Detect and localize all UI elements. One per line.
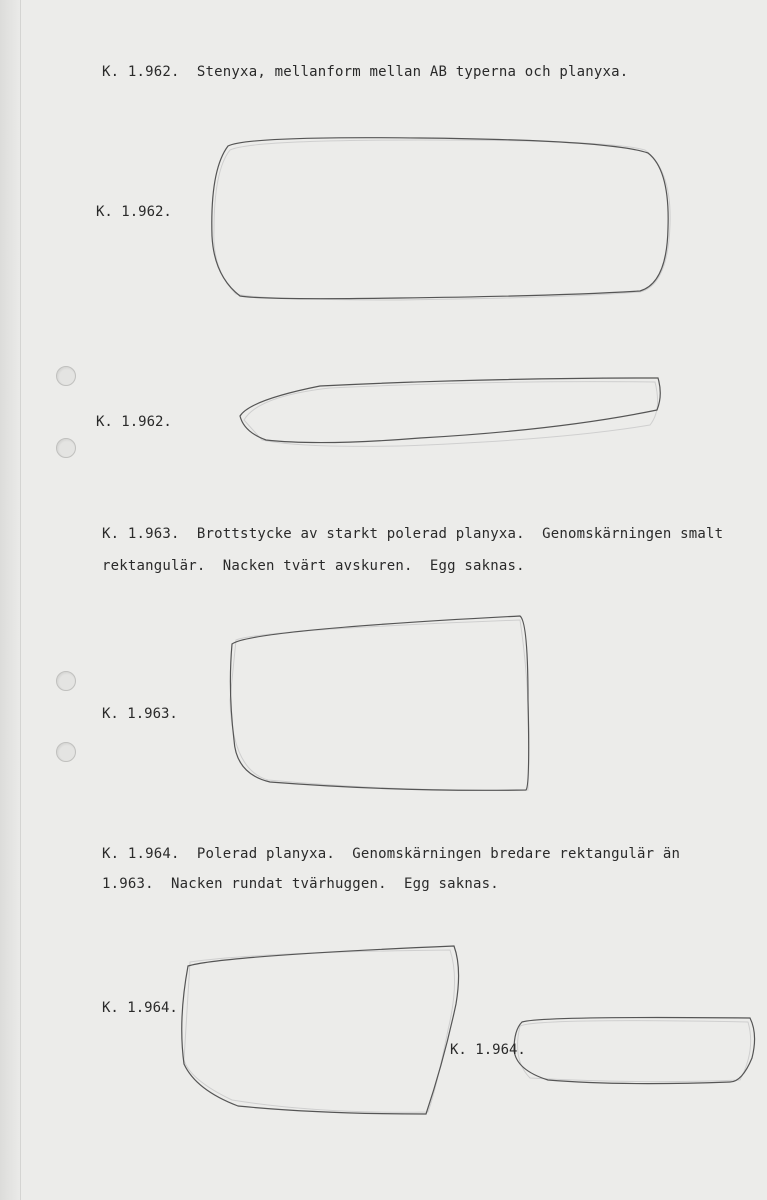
axe-964-top-view [182,946,459,1114]
axe-962-faint-outline [214,140,670,300]
axe-964-side-faint-outline [518,1021,751,1082]
figure-label-964-side: K. 1.964. [450,1042,526,1058]
figure-label-962-side: K. 1.962. [96,414,172,430]
figure-label-964-top: K. 1.964. [102,1000,178,1016]
axe-964-side-view [514,1018,755,1084]
entry-964-heading-line1: K. 1.964. Polerad planyxa. Genomskärningen bredare rektangulär än [102,846,681,862]
axe-962-side-view [240,378,660,443]
figure-label-962-top: K. 1.962. [96,204,172,220]
entry-964-heading-line2: 1.963. Nacken rundat tvärhuggen. Egg saknas. [102,876,499,892]
entry-963-heading-line2: rektangulär. Nacken tvärt avskuren. Egg saknas. [102,558,525,574]
axe-964-faint-outline [184,950,455,1112]
axe-962-side-faint-outline [244,382,658,447]
entry-962-heading: K. 1.962. Stenyxa, mellanform mellan AB typerna och planyxa. [102,64,629,80]
axe-963-outline [230,616,528,790]
axe-962-top-view [212,138,668,299]
figure-label-963: K. 1.963. [102,706,178,722]
entry-963-heading-line1: K. 1.963. Brottstycke av starkt polerad planyxa. Genomskärningen smalt [102,526,724,542]
axe-963-faint-outline [230,620,529,790]
